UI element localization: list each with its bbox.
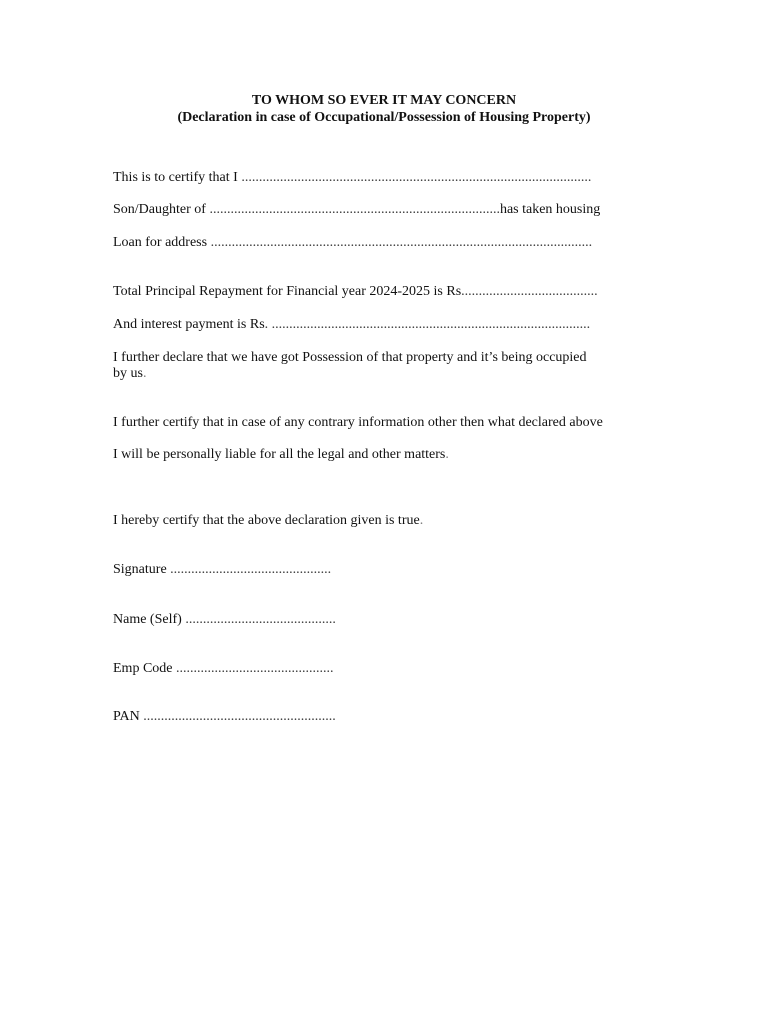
interest-label: And interest payment is Rs bbox=[113, 317, 265, 332]
hereby-period: . bbox=[419, 513, 424, 528]
signature-line bbox=[113, 562, 331, 578]
interest-amount-blank[interactable]: . ........................................................................................... bbox=[264, 317, 591, 332]
hereby-text: I hereby certify that the above declaration given is true bbox=[113, 513, 420, 528]
page-title: TO WHOM SO EVER IT MAY CONCERN bbox=[251, 93, 517, 108]
certify-name-blank[interactable]: .................................................................................................... bbox=[241, 170, 592, 185]
certify-label: This is to certify that I bbox=[113, 170, 238, 185]
liable-line bbox=[113, 447, 449, 463]
son-daughter-label: Son/Daughter of bbox=[113, 202, 206, 217]
loan-address-blank[interactable]: ............................................................................................................. bbox=[210, 235, 593, 250]
loan-address-line bbox=[113, 235, 592, 251]
pan-line bbox=[113, 709, 336, 725]
pan-label: PAN bbox=[113, 709, 140, 724]
principal-amount-blank[interactable]: ....................................... bbox=[461, 284, 598, 299]
hereby-line bbox=[113, 513, 423, 529]
emp-code-label: Emp Code bbox=[113, 661, 173, 676]
son-daughter-suffix: has taken housing bbox=[499, 202, 601, 217]
emp-code-line bbox=[113, 661, 334, 677]
principal-line bbox=[113, 284, 598, 300]
possession-paragraph bbox=[113, 350, 588, 382]
certify-line bbox=[113, 170, 591, 186]
son-daughter-line bbox=[113, 202, 600, 218]
loan-address-label: Loan for address bbox=[113, 235, 208, 250]
name-label: Name (Self) bbox=[113, 612, 182, 627]
name-line bbox=[113, 612, 336, 628]
page-subtitle: (Declaration in case of Occupational/Possession of Housing Property) bbox=[177, 110, 591, 125]
principal-label: Total Principal Repayment for Financial year 2024-2025 is Rs bbox=[113, 284, 462, 299]
signature-label: Signature bbox=[113, 562, 167, 577]
contrary-line: I further certify that in case of any contrary information other then what declared above bbox=[113, 415, 603, 430]
signature-blank[interactable]: .............................................. bbox=[170, 562, 332, 577]
pan-blank[interactable]: ....................................................... bbox=[143, 709, 336, 724]
possession-period: . bbox=[142, 366, 147, 381]
name-blank[interactable]: ........................................... bbox=[185, 612, 336, 627]
emp-code-blank[interactable]: ............................................. bbox=[176, 661, 334, 676]
parent-name-blank[interactable]: ................................................................................... bbox=[209, 202, 500, 217]
liable-period: . bbox=[445, 447, 449, 462]
possession-text: I further declare that we have got Possession of that property and it’s being occupied by us bbox=[113, 350, 587, 381]
interest-line bbox=[113, 317, 590, 333]
liable-text: I will be personally liable for all the legal and other matters bbox=[113, 447, 446, 462]
